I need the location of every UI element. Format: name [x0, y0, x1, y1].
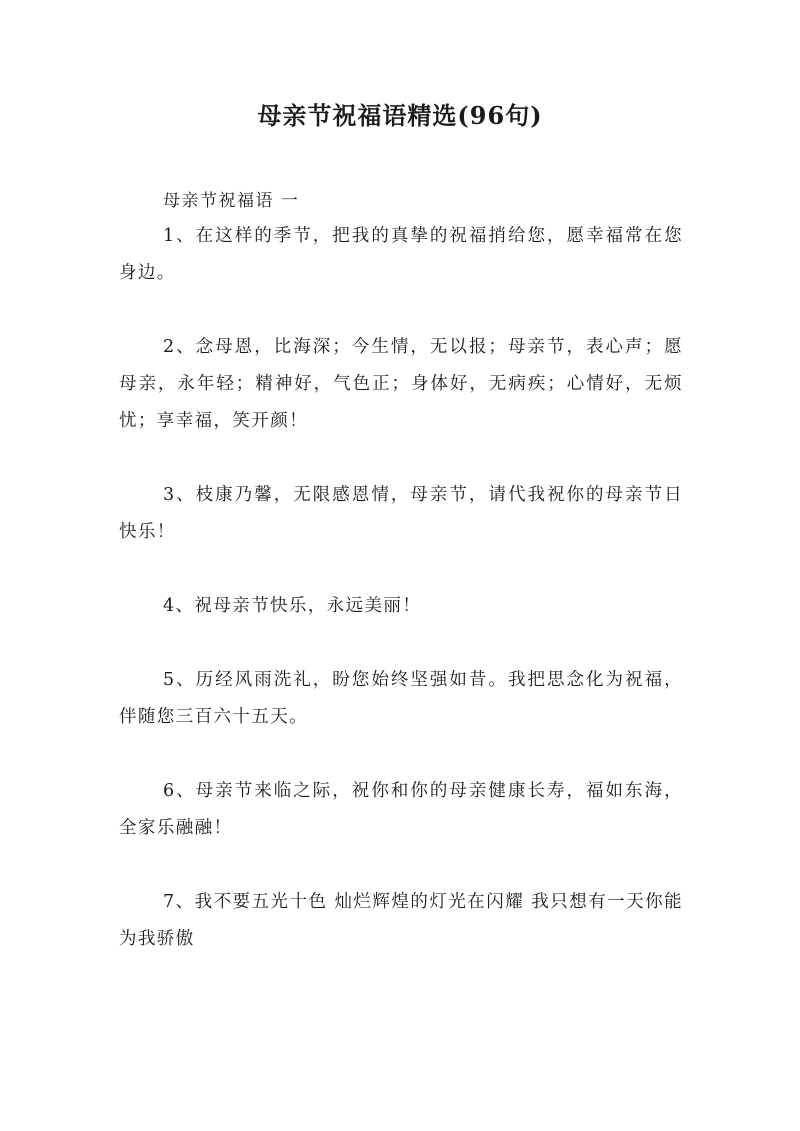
paragraph-7: 7、我不要五光十色 灿烂辉煌的灯光在闪耀 我只想有一天你能为我骄傲 [119, 892, 683, 949]
document-title: 母亲节祝福语精选(96句) [257, 101, 543, 130]
paragraph-4: 4、祝母亲节快乐，永远美丽！ [163, 596, 422, 616]
document-body [119, 184, 683, 995]
section-heading: 母亲节祝福语 一 [163, 191, 300, 211]
paragraph-5: 5、历经风雨洗礼，盼您始终坚强如昔。我把思念化为祝福，伴随您三百六十五天。 [119, 670, 683, 727]
paragraph-2: 2、念母恩，比海深；今生情，无以报；母亲节，表心声；愿母亲，永年轻；精神好，气色正；身体好，无病疾；心情好，无烦忧；享幸福，笑开颜！ [119, 337, 683, 431]
paragraph-3: 3、枝康乃馨，无限感恩情，母亲节，请代我祝你的母亲节日快乐！ [119, 485, 683, 542]
paragraph-6: 6、母亲节来临之际，祝你和你的母亲健康长寿，福如东海，全家乐融融！ [119, 781, 683, 838]
paragraph-1: 1、在这样的季节，把我的真挚的祝福捎给您，愿幸福常在您身边。 [119, 226, 683, 283]
